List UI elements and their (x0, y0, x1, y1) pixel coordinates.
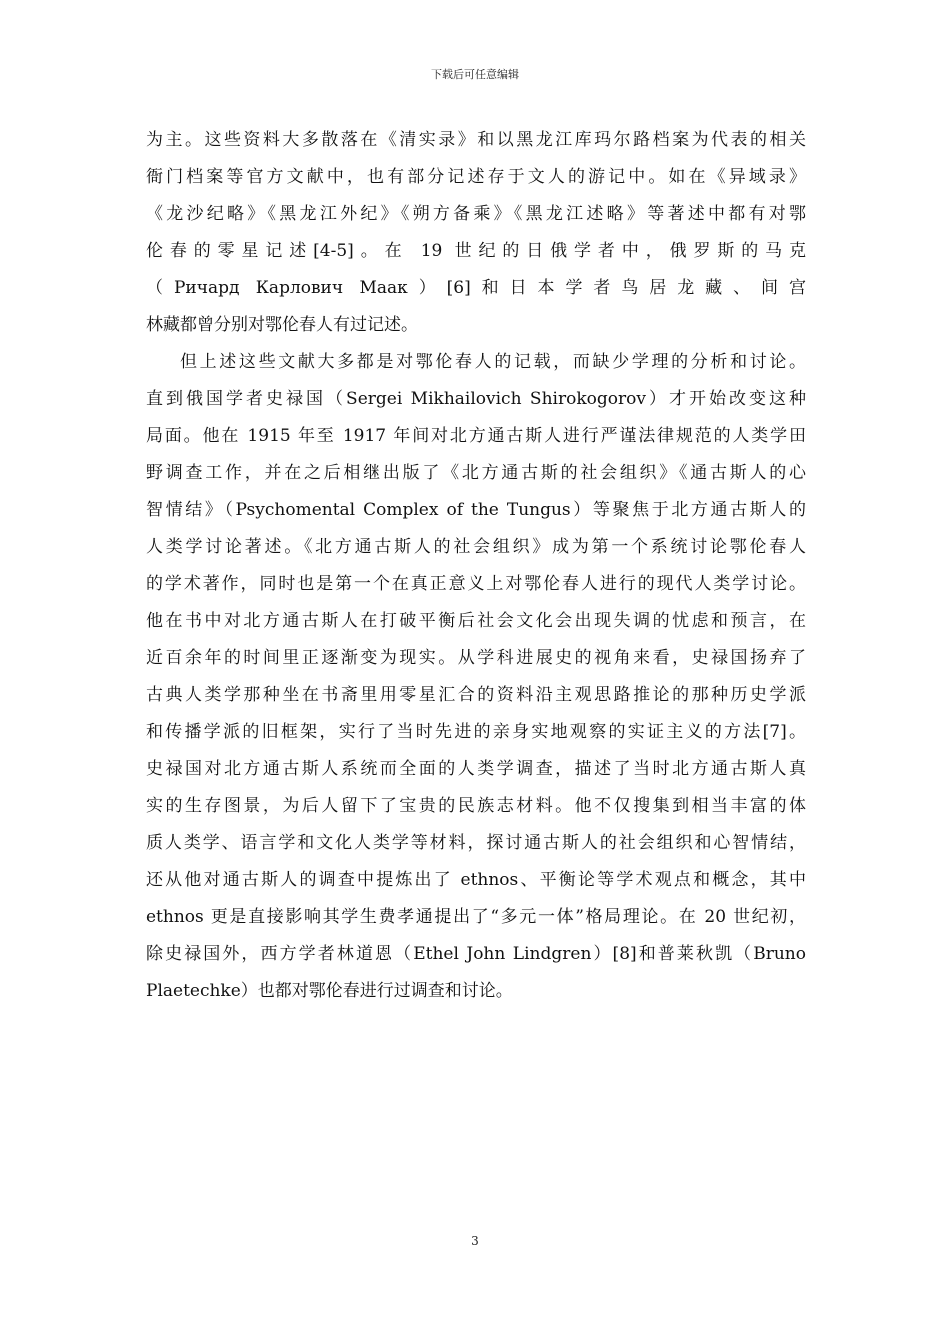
text-line: 他在书中对北方通古斯人在打破平衡后社会文化会出现失调的忧虑和预言，在 (146, 611, 806, 631)
text-line: 和传播学派的旧框架，实行了当时先进的亲身实地观察的实证主义的方法[7]。 (146, 722, 806, 742)
text-line: ethnos 更是直接影响其学生费孝通提出了“多元一体”格局理论。在 20 世纪初， (146, 907, 806, 927)
text-line: （Ричард Карлович Маак）[6]和日本学者鸟居龙藏、间宫 (146, 278, 806, 298)
text-line: Plaetechke）也都对鄂伦春进行过调查和讨论。 (146, 981, 513, 1001)
text-line: 实的生存图景，为后人留下了宝贵的民族志材料。他不仅搜集到相当丰富的体 (146, 796, 806, 816)
text-line: 局面。他在 1915 年至 1917 年间对北方通古斯人进行严谨法律规范的人类学田 (146, 426, 806, 446)
text-line: 林藏都曾分别对鄂伦春人有过记述。 (146, 315, 418, 335)
text-line: 质人类学、语言学和文化人类学等材料，探讨通古斯人的社会组织和心智情结， (146, 833, 806, 853)
text-line: 直到俄国学者史禄国（Sergei Mikhailovich Shirokogorov）才开始改变这种 (146, 389, 806, 409)
text-line: 野调查工作，并在之后相继出版了《北方通古斯的社会组织》《通古斯人的心 (146, 463, 806, 483)
text-line: 除史禄国外，西方学者林道恩（Ethel John Lindgren）[8]和普莱秋凯（Bruno (146, 944, 806, 964)
text-line: 但上述这些文献大多都是对鄂伦春人的记载，而缺少学理的分析和讨论。 (180, 352, 806, 372)
text-line: 的学术著作，同时也是第一个在真正意义上对鄂伦春人进行的现代人类学讨论。 (146, 574, 806, 594)
body-text (146, 122, 806, 1010)
text-line: 近百余年的时间里正逐渐变为现实。从学科进展史的视角来看，史禄国扬弃了 (146, 648, 806, 668)
text-line: 史禄国对北方通古斯人系统而全面的人类学调查，描述了当时北方通古斯人真 (146, 759, 806, 779)
page-number: 3 (471, 1234, 479, 1248)
text-line: 为主。这些资料大多散落在《清实录》和以黑龙江库玛尔路档案为代表的相关 (146, 130, 806, 150)
page-header: 下载后可任意编辑 (431, 68, 519, 81)
text-line: 人类学讨论著述。《北方通古斯人的社会组织》成为第一个系统讨论鄂伦春人 (146, 537, 806, 557)
text-line: 古典人类学那种坐在书斋里用零星汇合的资料沿主观思路推论的那种历史学派 (146, 685, 806, 705)
paragraph-1 (146, 122, 806, 344)
text-line: 《龙沙纪略》《黑龙江外纪》《朔方备乘》《黑龙江述略》等著述中都有对鄂 (146, 204, 806, 224)
text-line: 衙门档案等官方文献中，也有部分记述存于文人的游记中。如在《异域录》 (146, 167, 806, 187)
text-line: 伦春的零星记述[4-5]。在 19 世纪的日俄学者中，俄罗斯的马克 (146, 241, 806, 261)
paragraph-2 (146, 344, 806, 1010)
text-line: 还从他对通古斯人的调查中提炼出了 ethnos、平衡论等学术观点和概念，其中 (146, 870, 806, 890)
text-line: 智情结》（Psychomental Complex of the Tungus）等聚焦于北方通古斯人的 (146, 500, 806, 520)
